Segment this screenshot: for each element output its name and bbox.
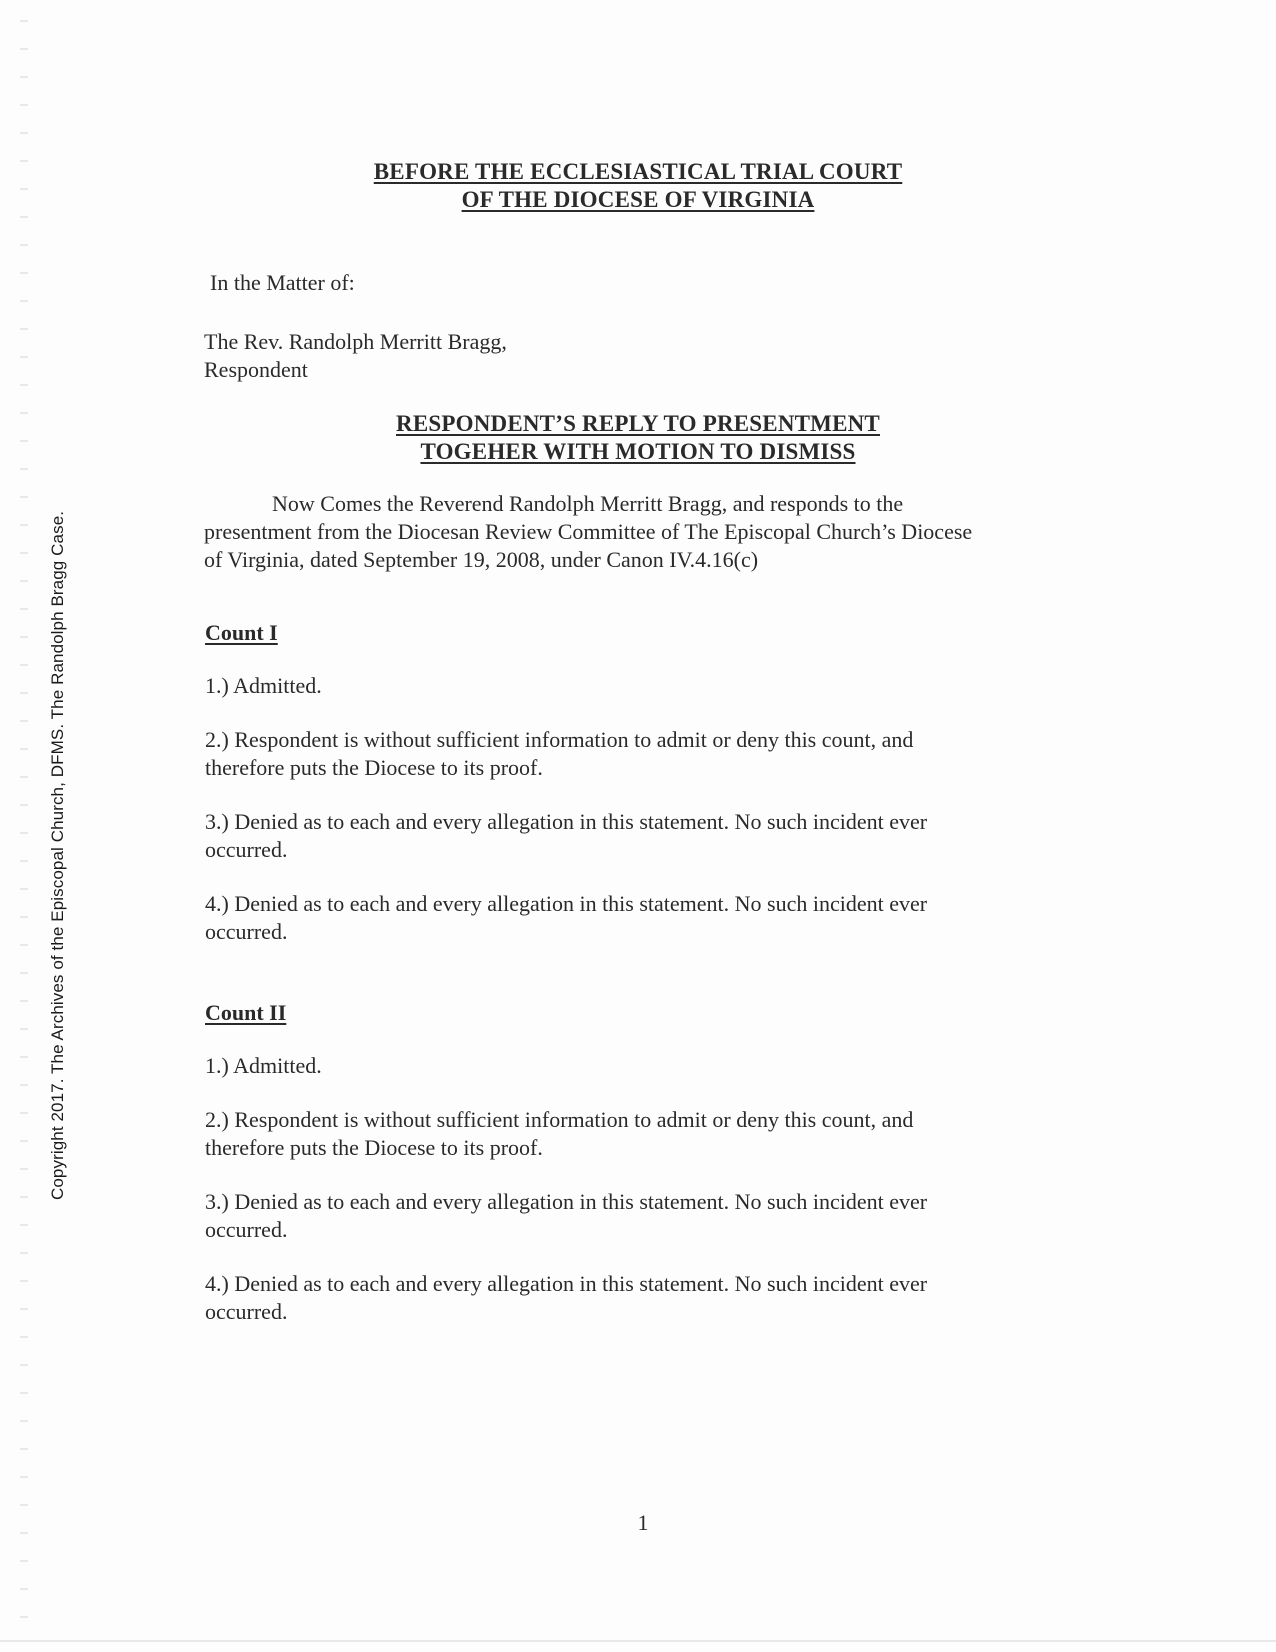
count-1-heading: Count I <box>205 620 278 645</box>
count-1-item-3-line-2: occurred. <box>205 837 288 862</box>
count-1-item-4-line-1: 4.) Denied as to each and every allegation in this statement. No such incident ever <box>205 891 928 916</box>
court-heading-line-1: BEFORE THE ECCLESIASTICAL TRIAL COURT <box>373 159 903 184</box>
respondent-block <box>204 328 507 384</box>
respondent-role: Respondent <box>204 357 308 382</box>
intro-line-3: of Virginia, dated September 19, 2008, under Canon IV.4.16(c) <box>204 547 759 572</box>
count-1-item-1-line-1: 1.) Admitted. <box>205 673 322 698</box>
court-heading <box>0 158 1276 214</box>
count-2-item-1 <box>205 1052 1045 1080</box>
count-2-item-2-line-2: therefore puts the Diocese to its proof. <box>205 1135 543 1160</box>
document-title-line-1: RESPONDENT’S REPLY TO PRESENTMENT <box>396 411 880 436</box>
intro-line-2: presentment from the Diocesan Review Committee of The Episcopal Church’s Diocese <box>204 519 973 544</box>
count-2-item-4-line-2: occurred. <box>205 1299 288 1324</box>
count-2-item-3-line-1: 3.) Denied as to each and every allegation in this statement. No such incident ever <box>205 1189 928 1214</box>
count-2-item-2 <box>205 1106 1045 1162</box>
court-heading-line-2: OF THE DIOCESE OF VIRGINIA <box>461 187 815 212</box>
intro-line-1 <box>204 490 1074 518</box>
count-1-item-2-line-1: 2.) Respondent is without sufficient information to admit or deny this count, and <box>205 727 914 752</box>
count-1-item-1 <box>205 672 1045 700</box>
count-1-item-3-line-1: 3.) Denied as to each and every allegation in this statement. No such incident ever <box>205 809 928 834</box>
count-2-item-3-line-2: occurred. <box>205 1217 288 1242</box>
intro-line-1-text: Now Comes the Reverend Randolph Merritt Bragg, and responds to the <box>272 491 904 516</box>
count-1-item-4 <box>205 890 1045 946</box>
scan-bottom-edge <box>0 1640 1276 1642</box>
matter-label: In the Matter of: <box>210 270 355 295</box>
respondent-name: The Rev. Randolph Merritt Bragg, <box>204 329 507 354</box>
document-title <box>0 410 1276 466</box>
scan-edge-marks <box>20 20 28 1620</box>
count-1-item-3 <box>205 808 1045 864</box>
count-1-item-4-line-2: occurred. <box>205 919 288 944</box>
count-2-item-3 <box>205 1188 1045 1244</box>
count-2-item-1-line-1: 1.) Admitted. <box>205 1053 322 1078</box>
page-number: 1 <box>637 1510 649 1535</box>
count-1-item-2-line-2: therefore puts the Diocese to its proof. <box>205 755 543 780</box>
count-2-item-2-line-1: 2.) Respondent is without sufficient information to admit or deny this count, and <box>205 1107 914 1132</box>
copyright-notice: Copyright 2017. The Archives of the Episcopal Church, DFMS. The Randolph Bragg Case. <box>48 510 67 1200</box>
count-2-item-4-line-1: 4.) Denied as to each and every allegation in this statement. No such incident ever <box>205 1271 928 1296</box>
intro-paragraph <box>204 490 1074 574</box>
document-title-line-2: TOGEHER WITH MOTION TO DISMISS <box>420 439 856 464</box>
count-2-heading: Count II <box>205 1000 287 1025</box>
count-2-item-4 <box>205 1270 1045 1326</box>
count-1-item-2 <box>205 726 1045 782</box>
